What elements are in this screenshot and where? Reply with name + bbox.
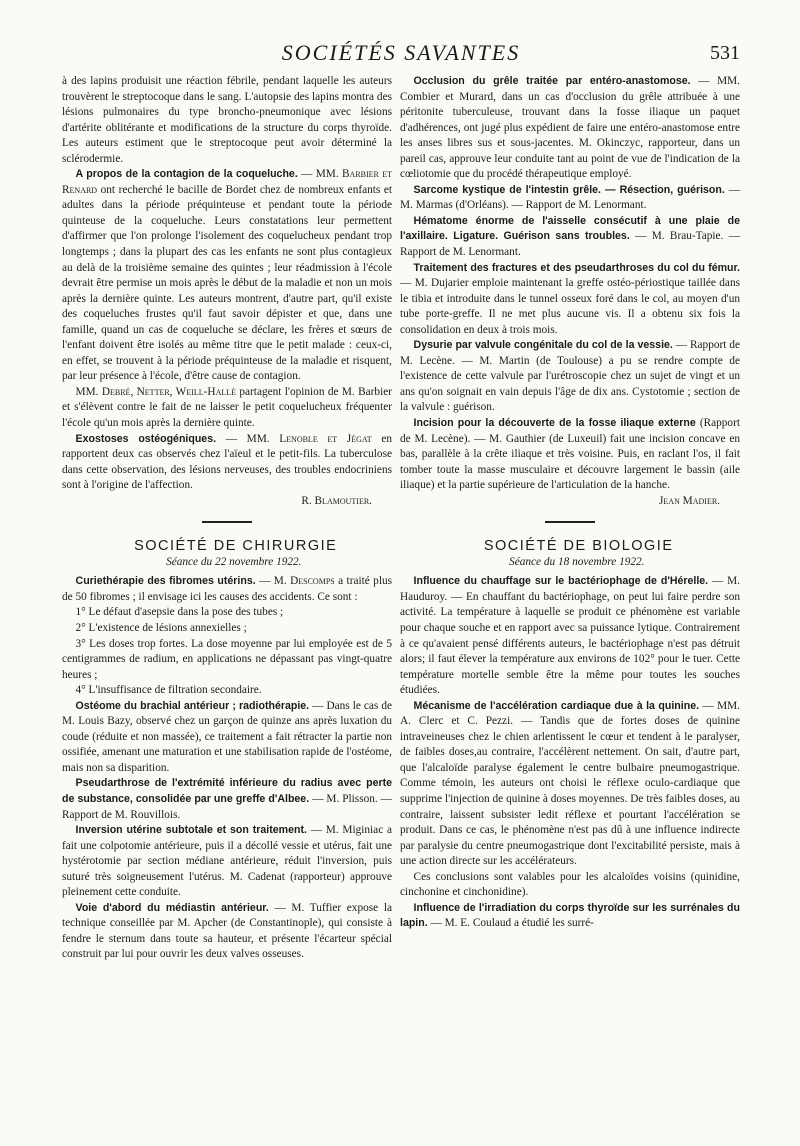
article-heading: Traitement des fractures et des pseudarthroses du col du fémur. xyxy=(413,261,740,274)
list-item: 3° Les doses trop fortes. La dose moyenne par lui employée est de 5 centigrammes de radium, en applications ne dépassant pas vingt-quatre heures ; xyxy=(62,637,392,681)
list-item: 2° L'existence de lésions annexielles ; xyxy=(75,622,247,634)
paragraph: Hématome énorme de l'aisselle consécutif à une plaie de l'axillaire. Ligature. Guérison sans troubles. — M. Brau-Tapie. — Rapport de M. Lenormant. xyxy=(400,214,740,259)
paragraph: Inversion utérine subtotale et son traitement. — M. Miginiac a fait une colpotomie antérieure, puis il a décollé vessie et utérus, fait une hystérotomie par section médiane antérieure, réduit l'inversion, puis suturé très soigneusement l'utérus. M. Cadenat (rapporteur) approuve pleinement cette conduite. xyxy=(62,824,392,899)
left-column xyxy=(62,74,392,963)
paragraph: à des lapins produisit une réaction fébrile, pendant laquelle les auteurs trouvèrent le streptocoque dans le sang. L'autopsie des lapins montra des lésions pulmonaires du type broncho-pneumonique avec lésions d'artérite oblitérante et modifications de la structure du corps thyroïde. Les auteurs estiment que le streptocoque peut avoir déterminé la sclérodermie. xyxy=(62,75,392,165)
article-heading: Exostoses ostéogéniques. xyxy=(75,432,217,445)
article-heading: Incision pour la découverte de la fosse iliaque externe xyxy=(413,417,696,430)
article-heading: A propos de la contagion de la coqueluche. xyxy=(75,168,298,181)
article-heading: Influence de l'irradiation du corps thyroïde sur les surrénales du lapin. xyxy=(400,901,740,930)
paragraph: Exostoses ostéogéniques. — MM. Lenoble et Jégat en rapportent deux cas observés chez l'aïeul et le petit-fils. La tuberculose dans cette observation, des lésions nerveuses, des troubles endocriniens sont à l'origine de l'affection. xyxy=(62,432,392,492)
paragraph: Pseudarthrose de l'extrémité inférieure du radius avec perte de substance, consolidée par une greffe d'Albee. — M. Plisson. — Rapport de M. Rouvillois. xyxy=(62,777,392,821)
article-heading: Sarcome kystique de l'intestin grêle. — Résection, guérison. xyxy=(413,183,725,196)
article-heading: Pseudarthrose de l'extrémité inférieure du radius avec perte de substance, consolidée par une greffe d'Albee. xyxy=(62,777,392,806)
author-names: Descomps xyxy=(290,575,335,588)
article-heading: Influence du chauffage sur le bactériophage de d'Hérelle. xyxy=(413,575,709,588)
article-heading: Voie d'abord du médiastin antérieur. xyxy=(75,901,269,914)
section-title: SOCIÉTÉ DE CHIRURGIE xyxy=(134,537,338,554)
article-heading: Ostéome du brachial antérieur ; radiothérapie. xyxy=(75,699,310,712)
author-names: Debré, Netter, Weill-Hallé xyxy=(101,385,237,398)
paragraph: Influence du chauffage sur le bactériophage de d'Hérelle. — M. Hauduroy. — En chauffant du bactériophage, on peut lui faire perdre son activité. La température à laquelle se produit ce phénomène est variable pour chaque souche et en rapport avec sa puissance lytique. Contrairement à ce qu'avaient pensé différents auteurs, le bactériophage n'est pas détruit alors; il faut élever la température aux environs de 102° pour le tuer. Cette température mortelle semble être la même pour toutes les souches étudiées. xyxy=(400,575,740,697)
paragraph: Sarcome kystique de l'intestin grêle. — Résection, guérison. — M. Marmas (d'Orléans). — Rapport de M. Lenormant. xyxy=(400,183,740,212)
numbered-list xyxy=(62,605,392,698)
article-heading: Mécanisme de l'accélération cardiaque due à la quinine. xyxy=(413,699,700,712)
paragraph: Occlusion du grêle traitée par entéro-anastomose. — MM. Combier et Murard, dans un cas d'occlusion du grêle attribuée à une péritonite tuberculeuse, trouvant dans la fosse iliaque un paquet d'adhérences, ont jugé plus expédient de faire une entéro-anastomose entre les anses libres sus et sous-jacentes. M. Okinczyc, rapporteur, dans un pareil cas, approuve leur conduite tant au point de vue de l'indication de la cœliotomie que du procédé thérapeutique employé. xyxy=(400,75,740,181)
article-heading: Dysurie par valvule congénitale du col de la vessie. xyxy=(413,339,673,352)
paragraph: Curiethérapie des fibromes utérins. — M. Descomps a traité plus de 50 fibromes ; il envisage ici les causes des accidents. Ce sont : xyxy=(62,575,392,603)
paragraph: Influence de l'irradiation du corps thyroïde sur les surrénales du lapin. — M. E. Coulaud a étudié les surré- xyxy=(400,901,740,930)
author-names: Lenoble et Jégat xyxy=(279,432,372,445)
list-item: 4° L'insuffisance de filtration secondaire. xyxy=(75,684,262,697)
author-names: Barbier et Renard xyxy=(62,168,393,196)
signature: Jean Madier. xyxy=(659,494,720,507)
right-column xyxy=(400,74,740,932)
session-date: Séance du 22 novembre 1922. xyxy=(166,555,302,568)
page-header xyxy=(62,40,740,68)
running-title: SOCIÉTÉS SAVANTES xyxy=(281,40,521,65)
page-number: 531 xyxy=(710,42,740,64)
session-date: Séance du 18 novembre 1922. xyxy=(509,555,645,568)
paragraph: Ces conclusions sont valables pour les alcaloïdes voisins (quinidine, cinchonine et cinchonidine). xyxy=(400,870,740,899)
paragraph: Mécanisme de l'accélération cardiaque due à la quinine. — MM. A. Clerc et C. Pezzi. — Tandis que de fortes doses de quinine intraveineuses chez le chien arlentissent le cœur et tendent à le paralyser, de faibles doses,au contraire, l'accélèrent nettement. On sait, d'autre part, que l'alcaloïde paralyse également le centre bulbaire pneumogastrique. Comme témoin, les auteurs ont choisi le réflexe oculo-cardiaque que supprime l'injection de quinine à doses moyennes. De très faibles doses, au contraire, laissent subsister ledit réflexe et pourtant l'accélération se produit. Dans ce cas, le phénomène n'est pas dû à une influence indirecte par paralysie du centre pneumogastrique dont l'excitabilité persiste, mais à une action directe sur les accélérateurs. xyxy=(400,699,741,868)
section-divider xyxy=(202,521,252,523)
signature: R. Blamoutier. xyxy=(301,494,372,507)
paragraph: Incision pour la découverte de la fosse iliaque externe (Rapport de M. Lecène). — M. Gauthier (de Luxeuil) fait une incision concave en bas, parallèle à la crête iliaque et très voisine. Puis, en raclant l'os, il fait tomber toute la masse musculaire et découvre largement le bassin (aile iliaque) et la partie supérieure de l'articulation de la hanche. xyxy=(400,417,740,492)
paragraph: Ostéome du brachial antérieur ; radiothérapie. — Dans le cas de M. Louis Bazy, observé chez un garçon de quinze ans après luxation du coude (réduite et non massée), ce traitement a fait rétracter la partie non ossifiée, amenant une maturation et une stabilisation rapide de l'ostéome, mais non sa disparition. xyxy=(62,699,392,774)
section-divider xyxy=(545,521,595,523)
paragraph: Traitement des fractures et des pseudarthroses du col du fémur. — M. Dujarier emploie maintenant la greffe ostéo-périostique taillée dans le tibia et introduite dans le tunnel osseux foré dans le col, au moyen d'un tube porte-greffe. Il ne met plus aucune vis. Il a obtenu six fois la consolidation en deux à trois mois. xyxy=(400,261,740,336)
paragraph: A propos de la contagion de la coqueluche. — MM. Barbier et Renard ont recherché le bacille de Bordet chez de nombreux enfants et adultes dans la période préquinteuse et pendant toute la période quinteuse de la coqueluche. Leurs constatations leur permettent d'affirmer que l'on prolonge l'isolement des coquelucheux pendant trop longtemps ; dans la plupart des cas les enfants ne sont plus contagieux au delà de la troisième semaine des quintes ; leur réadmission à l'école devrait être permise un mois après le début de la maladie et non un mois après la dernière quinte. Les auteurs montrent, d'autre part, qu'il existe des coqueluches frustes qu'il faut savoir dépister et que, dans une famille, quand un cas de coqueluche se déclare, les frères et sœurs de l'enfant doivent être isolés au même titre que le petit malade : ceux-ci, en effet, se trouvent à la période préquinteuse de la maladie et risquent, par leur présence à l'école, d'être cause de contagion. xyxy=(62,168,393,383)
article-heading: Curiethérapie des fibromes utérins. xyxy=(75,575,256,588)
article-heading: Occlusion du grêle traitée par entéro-anastomose. xyxy=(413,75,691,87)
article-heading: Inversion utérine subtotale et son traitement. xyxy=(75,824,307,837)
paragraph: MM. Debré, Netter, Weill-Hallé partagent l'opinion de M. Barbier et s'élèvent contre le fait de ne laisser le petit coquelucheux fréquenter l'école qu'un mois après la dernière quinte. xyxy=(62,385,392,430)
list-item: 1° Le défaut d'asepsie dans la pose des tubes ; xyxy=(75,606,284,619)
paragraph: Dysurie par valvule congénitale du col de la vessie. — Rapport de M. Lecène. — M. Martin (de Toulouse) a pu se rendre compte de l'existence de cette valvule par l'urétroscopie chez un sujet de vingt et un ans qu'on soignait en vain depuis l'âge de dix ans. Cystotomie ; section de la valvule : guérison. xyxy=(400,339,740,414)
article-heading: Hématome énorme de l'aisselle consécutif à une plaie de l'axillaire. Ligature. Guérison sans troubles. xyxy=(400,214,740,243)
section-title: SOCIÉTÉ DE BIOLOGIE xyxy=(483,537,674,554)
paragraph: Voie d'abord du médiastin antérieur. — M. Tuffier expose la technique conseillée par M. Apcher (de Constantinople), qui consiste à fendre le sternum dans toute sa hauteur, et présente l'écarteur spécial construit par lui pour ouvrir les deux valves osseuses. xyxy=(62,901,392,961)
